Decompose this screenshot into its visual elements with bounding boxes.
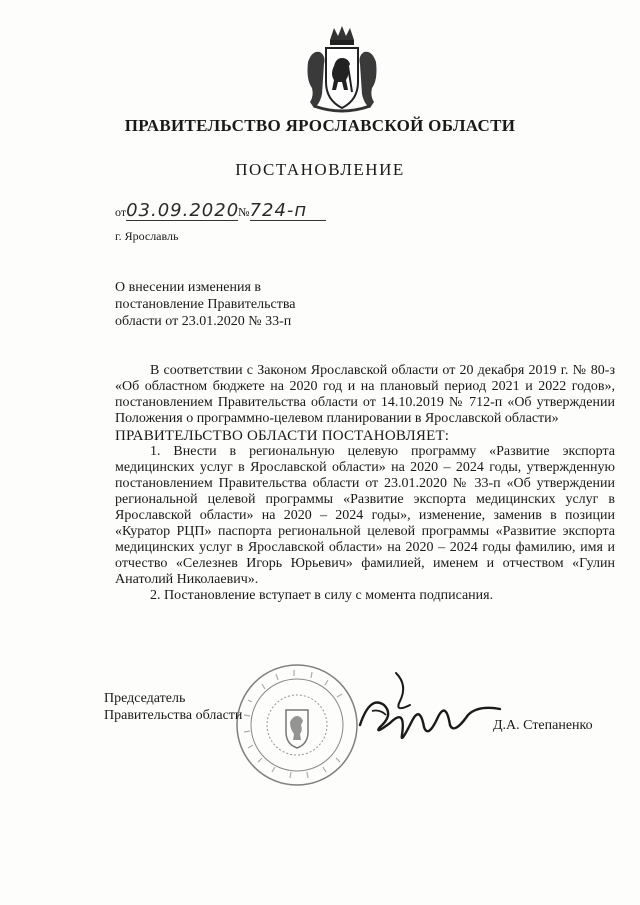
number-prefix: № bbox=[238, 205, 250, 219]
signatory-title-line: Правительства области bbox=[104, 708, 243, 723]
document-type: ПОСТАНОВЛЕНИЕ bbox=[235, 160, 405, 179]
signatory-title bbox=[104, 690, 242, 724]
organization-title: ПРАВИТЕЛЬСТВО ЯРОСЛАВСКОЙ ОБЛАСТИ bbox=[124, 116, 516, 135]
city: г. Ярославль bbox=[115, 229, 179, 243]
yaroslavl-coat-of-arms-icon bbox=[300, 22, 384, 114]
signatory-title-line: Председатель bbox=[104, 691, 186, 706]
preamble-paragraph: В соответствии с Законом Ярославской области от 20 декабря 2019 г. № 80-з «Об областном бюджете на 2020 год и на плановый период 2021 и 2022 годов», постановлением Правительства области от 14.10.2019 № 712-п «Об утверждении Положения о программно-целевом планировании в Ярославской области» bbox=[115, 363, 615, 426]
subject-block bbox=[115, 279, 345, 330]
document-number: 724-п bbox=[250, 202, 326, 221]
item-1-paragraph: 1. Внести в региональную целевую программу «Развитие экспорта медицинских услуг в Ярославской области» на 2020 – 2024 годы, утвержденную постановлением Правительства области от 23.01.2020 № 33-п «Об утверждении региональной целевой программы «Развитие экспорта медицинских услуг в Ярославской области» на 2020 – 2024 годы», изменение, заменив в позиции «Куратор РЦП» паспорта региональной целевой программы «Развитие экспорта медицинских услуг в Ярославской области» на 2020 – 2024 годы фамилию, имя и отчество «Селезнев Игорь Юрьевич» фамилией, именем и отчеством «Гулин Анатолий Николаевич». bbox=[115, 444, 615, 587]
official-seal-icon bbox=[232, 660, 362, 790]
handwritten-signature-icon bbox=[350, 665, 510, 755]
document-date: 03.09.2020 bbox=[126, 200, 240, 221]
subject-line: постановление Правительства bbox=[115, 297, 296, 312]
decree-heading: ПРАВИТЕЛЬСТВО ОБЛАСТИ ПОСТАНОВЛЯЕТ: bbox=[115, 428, 450, 444]
subject-line: области от 23.01.2020 № 33-п bbox=[115, 314, 292, 329]
signatory-name: Д.А. Степаненко bbox=[493, 718, 593, 733]
date-prefix: от bbox=[115, 205, 127, 219]
subject-line: О внесении изменения в bbox=[115, 280, 261, 295]
document-body bbox=[115, 363, 615, 604]
item-2-paragraph: 2. Постановление вступает в силу с момента подписания. bbox=[150, 588, 494, 603]
date-number-line bbox=[115, 202, 326, 221]
